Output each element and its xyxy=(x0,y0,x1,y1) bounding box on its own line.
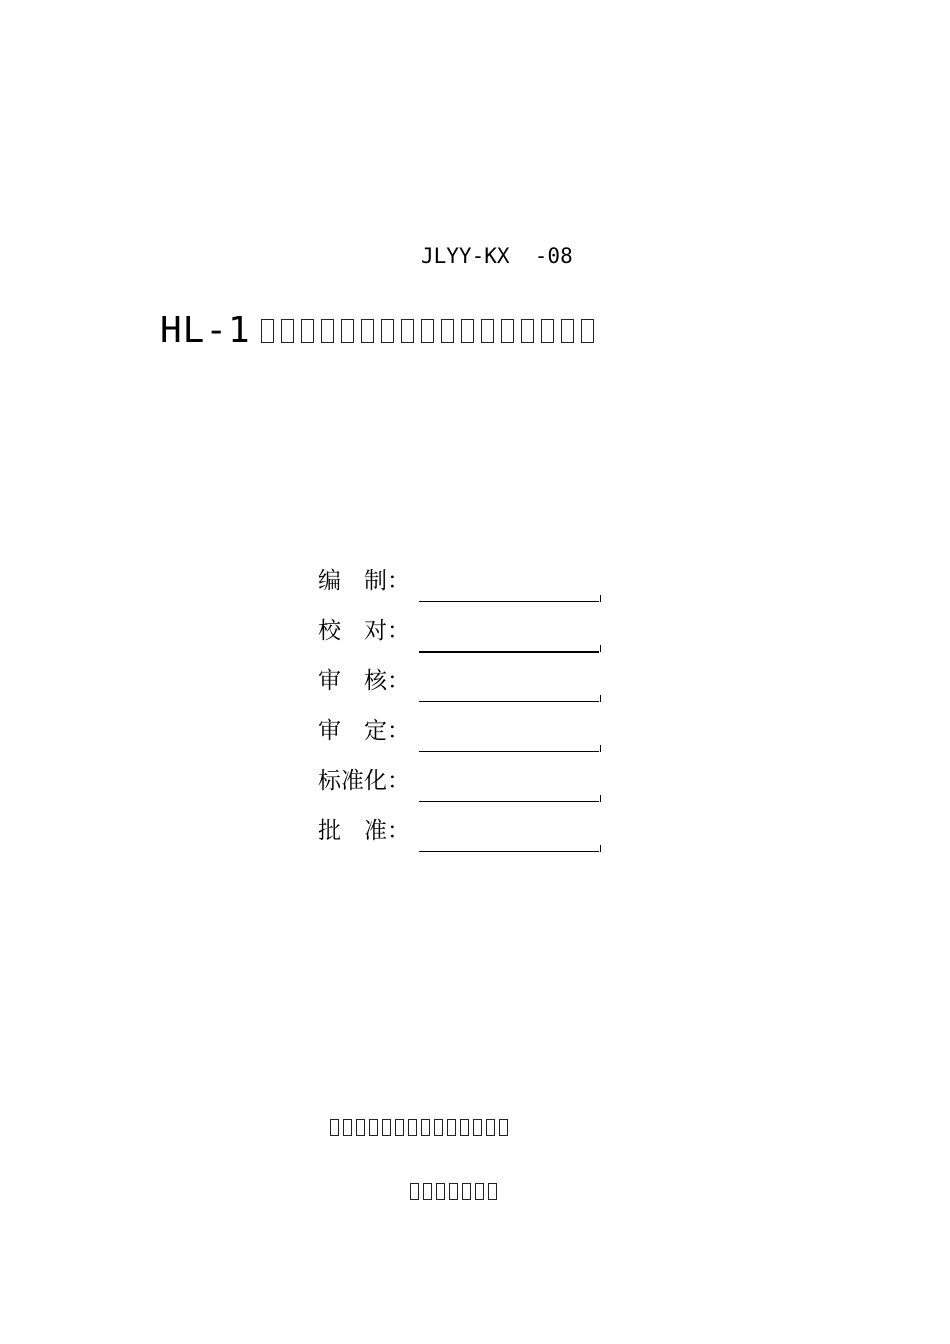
document-title-prefix: HL-1 xyxy=(160,310,251,351)
signature-label: 批 准： xyxy=(318,818,410,844)
missing-glyph-box xyxy=(581,319,594,343)
missing-glyph-box xyxy=(473,1119,482,1136)
missing-glyph-box xyxy=(481,319,494,343)
signature-label: 编 制： xyxy=(318,568,410,594)
missing-glyph-box xyxy=(330,1119,339,1136)
signature-line[interactable] xyxy=(419,801,599,802)
missing-glyph-box xyxy=(486,1119,495,1136)
signature-label: 审 核： xyxy=(318,668,410,694)
missing-glyph-box xyxy=(449,1183,458,1200)
missing-glyph-box xyxy=(461,319,474,343)
signature-label: 标准化： xyxy=(318,768,410,794)
missing-glyph-box xyxy=(447,1119,456,1136)
signature-row-review xyxy=(318,667,608,717)
missing-glyph-box xyxy=(395,1119,404,1136)
signature-label: 审 定： xyxy=(318,718,410,744)
signature-line[interactable] xyxy=(419,601,599,602)
missing-glyph-box xyxy=(462,1183,471,1200)
missing-glyph-box xyxy=(499,1119,508,1136)
missing-glyph-box xyxy=(369,1119,378,1136)
signature-line[interactable] xyxy=(419,701,599,702)
missing-glyph-box xyxy=(401,319,414,343)
missing-glyph-box xyxy=(261,319,274,343)
missing-glyph-box xyxy=(408,1119,417,1136)
signature-line[interactable] xyxy=(419,851,599,852)
missing-glyph-box xyxy=(541,319,554,343)
missing-glyph-box xyxy=(321,319,334,343)
signature-row-compile xyxy=(318,567,608,617)
signature-line[interactable] xyxy=(419,751,599,752)
missing-glyph-box xyxy=(301,319,314,343)
missing-glyph-box xyxy=(281,319,294,343)
missing-glyph-box xyxy=(356,1119,365,1136)
signature-block xyxy=(318,567,608,867)
missing-glyph-box xyxy=(488,1183,497,1200)
document-title xyxy=(160,310,594,351)
company-name xyxy=(330,1119,508,1136)
missing-glyph-box xyxy=(361,319,374,343)
missing-glyph-box xyxy=(460,1119,469,1136)
signature-row-approval xyxy=(318,817,608,867)
missing-glyph-box xyxy=(341,319,354,343)
missing-glyph-box xyxy=(381,319,394,343)
missing-glyph-box xyxy=(521,319,534,343)
document-code: JLYY-KX -08 xyxy=(421,244,573,268)
missing-glyph-box xyxy=(501,319,514,343)
signature-label: 校 对： xyxy=(318,618,410,644)
signature-row-standardization xyxy=(318,767,608,817)
document-date xyxy=(410,1183,497,1200)
missing-glyph-box xyxy=(421,1119,430,1136)
missing-glyph-box xyxy=(343,1119,352,1136)
missing-glyph-box xyxy=(382,1119,391,1136)
missing-glyph-box xyxy=(423,1183,432,1200)
missing-glyph-box xyxy=(475,1183,484,1200)
missing-glyph-box xyxy=(436,1183,445,1200)
missing-glyph-box xyxy=(421,319,434,343)
signature-row-approve-final xyxy=(318,717,608,767)
signature-row-proofread xyxy=(318,617,608,667)
missing-glyph-box xyxy=(561,319,574,343)
missing-glyph-box xyxy=(441,319,454,343)
missing-glyph-box xyxy=(434,1119,443,1136)
signature-line[interactable] xyxy=(419,651,599,653)
document-title-text xyxy=(261,319,594,343)
missing-glyph-box xyxy=(410,1183,419,1200)
